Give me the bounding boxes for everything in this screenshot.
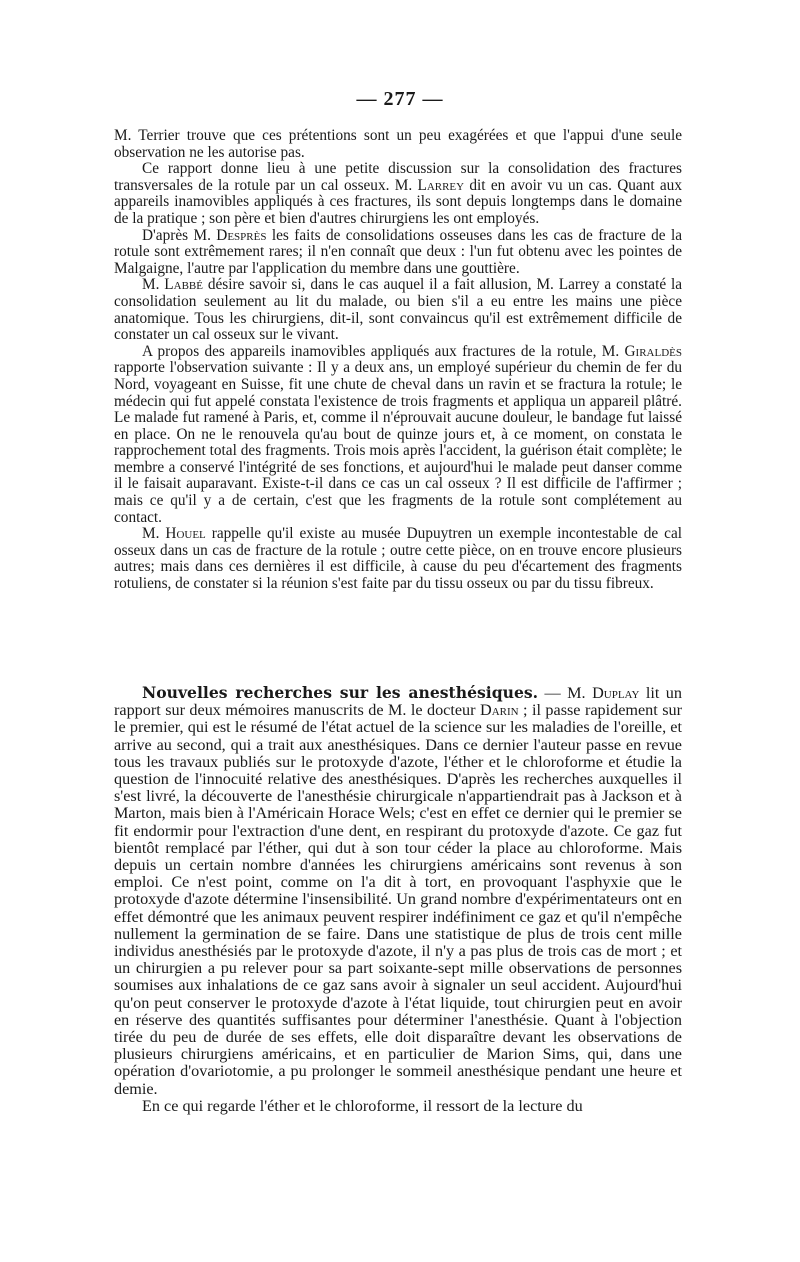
paragraph-ether-chloroforme: En ce qui regarde l'éther et le chloroforme, il ressort de la lecture du [142, 1096, 583, 1115]
paragraph-despres: D'après M. Desprès les faits de consolidations osseuses dans les cas de fracture de la rotule sont extrêmement rares; il n'en connaît que deux : l'un fut obtenu avec les pointes de Malgaigne, l'autre par l'application du membre dans une gouttière. [114, 226, 682, 277]
paragraph-giraldes: A propos des appareils inamovibles appliqués aux fractures de la rotule, M. Giraldès rapporte l'observation suivante : Il y a deux ans, un employé supérieur du chemin de fer du Nord, voyageant en Suisse, fit une chute de cheval dans un ravin et se fractura la rotule; le médecin qui fut appelé constata l'existence de trois fragments et appliqua un appareil plâtré. Le malade fut ramené à Paris, et, comme il n'éprouvait aucune douleur, le bandage fut laissé en place. On ne le renouvela qu'au bout de quinze jours et, à ce moment, on constata le rapprochement total des fragments. Trois mois après l'accident, la guérison était complète; le membre a conservé l'intégrité de ses fonctions, et aujourd'hui le malade peut danser comme il le faisait auparavant. Existe-t-il dans ce cas un cal osseux ? Il est difficile de l'affirmer ; mais ce qu'il y a de certain, c'est que les fragments de la rotule sont complétement au contact. [114, 342, 682, 526]
page-number: — 277 — [356, 88, 444, 110]
paragraph-houel: M. Houel rappelle qu'il existe au musée Dupuytren un exemple incontestable de cal osseux dans un cas de fracture de la rotule ; outre cette pièce, on en trouve encore plusieurs autres; mais dans ces dernières il est difficile, à cause du peu d'écartement des fragments rotuliens, de constater si la réunion s'est faite par du tissu osseux ou par du tissu fibreux. [114, 525, 682, 593]
author-name: Duplay [592, 684, 640, 702]
paragraph-terrier: M. Terrier trouve que ces prétentions sont un peu exagérées et que l'appui d'une seule observation ne les autorise pas. [114, 127, 682, 161]
author-name: Giraldès [624, 342, 682, 360]
author-name: Labbé [164, 276, 203, 294]
section-rotule-discussion [114, 128, 682, 593]
paragraph-larrey: Ce rapport donne lieu à une petite discussion sur la consolidation des fractures transversales de la rotule par un cal osseux. M. Larrey dit en avoir vu un cas. Quant aux appareils inamovibles appliqués à ces fractures, ils sont depuis longtemps dans le domaine de la pratique ; son père et bien d'autres chirurgiens les ont employés. [114, 160, 682, 227]
section-anesthesiques [114, 684, 682, 1115]
section-heading: Nouvelles recherches sur les anesthésiques. [142, 683, 539, 702]
paragraph-labbe: M. Labbé désire savoir si, dans le cas auquel il a fait allusion, M. Larrey a constaté la consolidation seulement au lit du malade, ou bien s'il a eu entre les mains une pièce anatomique. Tous les chirurgiens, dit-il, sont convaincus qu'il est extrêmement difficile de constater un cal osseux sur le vivant. [114, 276, 682, 344]
author-name: Houel [165, 525, 206, 543]
author-name: Desprès [216, 226, 267, 244]
author-name: Larrey [417, 176, 465, 194]
author-name: Darin [480, 701, 519, 720]
paragraph-duplay: Nouvelles recherches sur les anesthésiques. — M. Duplay lit un rapport sur deux mémoires manuscrits de M. le docteur Darin ; il passe rapidement sur le premier, qui est le résumé de l'état actuel de la science sur les maladies de l'oreille, et arrive au second, qui a trait aux anesthésiques. Dans ce dernier l'auteur passe en revue tous les travaux publiés sur le protoxyde d'azote, l'éther et le chloroforme et étudie la question de l'innocuité relative des anesthésiques. D'après les recherches auxquelles il s'est livré, la découverte de l'anesthésie chirurgicale n'appartiendrait pas à Jackson et à Marton, mais bien à l'Américain Horace Wels; c'est en effet ce dernier qui le premier se fit endormir pour l'extraction d'une dent, en respirant du protoxyde d'azote. Ce gaz fut bientôt remplacé par l'éther, qui dut à son tour céder la place au chloroforme. Mais depuis un certain nombre d'années les chirurgiens américains sont revenus à son emploi. Ce n'est point, comme on l'a dit à tort, en provoquant l'asphyxie que le protoxyde d'azote détermine l'insensibilité. Un grand nombre d'expérimentateurs ont en effet démontré que les animaux peuvent respirer indéfiniment ce gaz et qu'il n'empêche nullement la germination de se faire. Dans une statistique de plus de trois cent mille individus anesthésiés par le protoxyde d'azote, il n'y a pas plus de trois cas de mort ; et un chirurgien a pu relever pour sa part soixante-sept mille observations de personnes soumises aux inhalations de ce gaz sans avoir à signaler un seul accident. Aujourd'hui qu'on peut conserver le protoxyde d'azote à l'état liquide, tout chirurgien peut en avoir en réserve des quantités suffisantes pour déterminer l'anesthésie. Quant à l'objection tirée du peu de durée de ses effets, elle doit disparaître devant les observations de plusieurs chirurgiens américains, et en particulier de Marion Sims, qui, dans une opération d'ovariotomie, a pu prolonger le sommeil anesthésique pendant une heure et demie. [114, 683, 682, 1098]
